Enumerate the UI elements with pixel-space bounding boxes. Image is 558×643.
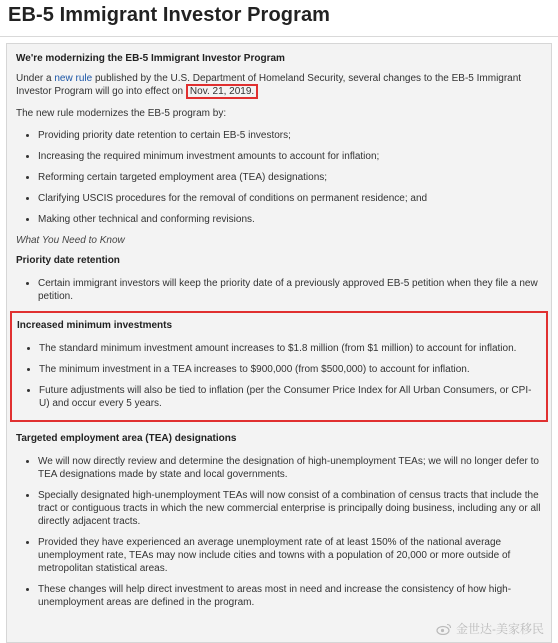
modernizes-list	[16, 129, 541, 226]
intro-paragraph	[16, 72, 541, 98]
intro-text-start: Under a	[16, 73, 55, 84]
effective-date-highlight: Nov. 21, 2019.	[186, 84, 258, 99]
modernizes-text: The new rule modernizes the EB-5 program by:	[16, 108, 227, 119]
priority-heading: Priority date retention	[16, 255, 120, 266]
weibo-icon	[436, 623, 452, 635]
intro-text-end: published by the U.S. Department of Homeland Security, several changes to the EB-5 Immigrant Investor Program will go into effect on	[16, 73, 522, 97]
list-item: • These changes will help direct investment to areas most in need and increase the consistency of how high-unemployment areas are defined in the program.	[38, 583, 541, 609]
list-item: • Provided they have experienced an average unemployment rate of at least 150% of the national average unemployment rate, TEAs may now include cities and towns with a population of 20,000 or more outside of metropolitan statistical areas.	[38, 536, 541, 575]
list-item: • Certain immigrant investors will keep the priority date of a previously approved EB-5 petition when they file a new petition.	[38, 277, 541, 303]
intro-heading: We're modernizing the EB-5 Immigrant Investor Program	[16, 53, 285, 64]
priority-list	[16, 277, 541, 303]
watermark	[436, 620, 544, 637]
title-divider	[0, 36, 558, 37]
tea-heading: Targeted employment area (TEA) designations	[16, 433, 237, 444]
list-item: • The standard minimum investment amount increases to $1.8 million (from $1 million) to account for inflation.	[39, 342, 540, 355]
list-item: • We will now directly review and determine the designation of high-unemployment TEAs; we will no longer defer to TEA designations made by state and local governments.	[38, 455, 541, 481]
investments-heading: Increased minimum investments	[17, 320, 173, 331]
investments-list	[17, 342, 540, 410]
list-item: • Specially designated high-unemployment TEAs will now consist of a combination of census tracts that include the tract or contiguous tracts in which the new commercial enterprise is principally doing business, including any or all directly adjacent tracts.	[38, 489, 541, 528]
article-content	[16, 52, 541, 617]
list-item: • Making other technical and conforming revisions.	[38, 213, 541, 226]
new-rule-link[interactable]: new rule	[54, 73, 93, 84]
list-item: • Increasing the required minimum investment amounts to account for inflation;	[38, 150, 541, 163]
investments-highlight-box	[10, 311, 548, 422]
list-item: • The minimum investment in a TEA increases to $900,000 (from $500,000) to account for inflation.	[39, 363, 540, 376]
page-title: EB-5 Immigrant Investor Program	[8, 4, 331, 26]
what-you-need-label: What You Need to Know	[16, 235, 125, 246]
tea-list	[16, 455, 541, 609]
list-item: • Reforming certain targeted employment area (TEA) designations;	[38, 171, 541, 184]
list-item: • Future adjustments will also be tied to inflation (per the Consumer Price Index for All Urban Consumers, or CPI-U) and occur every 5 years.	[39, 384, 540, 410]
watermark-text: 金世达-美家移民	[456, 622, 544, 636]
list-item: • Providing priority date retention to certain EB-5 investors;	[38, 129, 541, 142]
list-item: • Clarifying USCIS procedures for the removal of conditions on permanent residence; and	[38, 192, 541, 205]
content-panel	[6, 43, 552, 643]
